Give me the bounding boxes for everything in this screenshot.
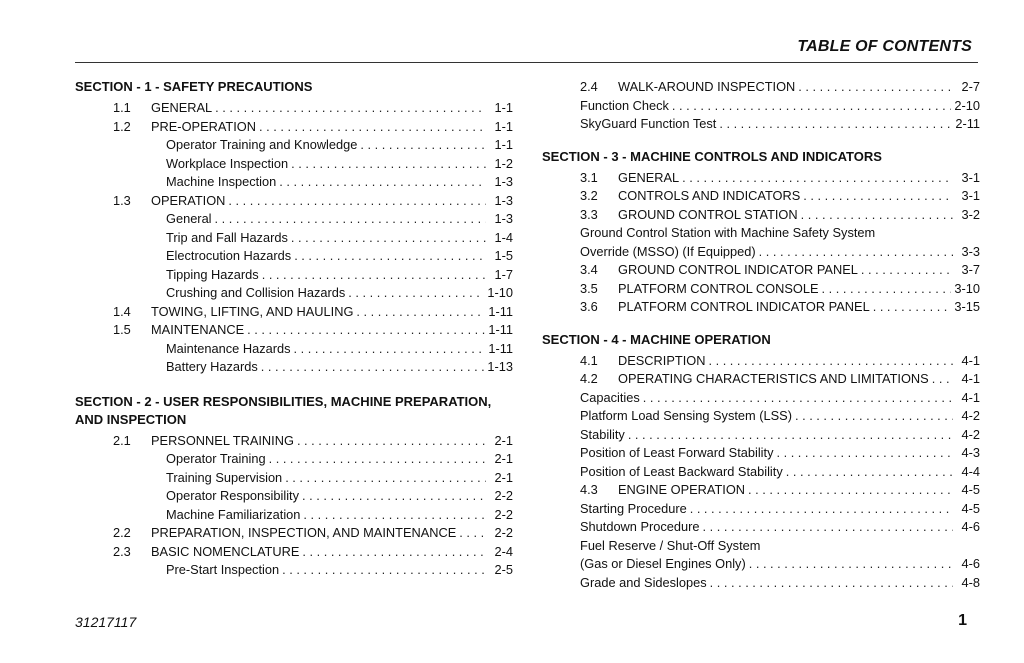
toc-entry[interactable] <box>75 469 513 488</box>
toc-entry[interactable] <box>542 115 980 134</box>
toc-entry[interactable] <box>75 229 513 248</box>
toc-entry-page: 4-1 <box>961 352 980 368</box>
toc-entry-page: 2-10 <box>954 97 980 113</box>
toc-entry[interactable] <box>75 266 513 285</box>
toc-entry-number: 1.1 <box>113 100 131 115</box>
toc-entry-title: Stability <box>580 426 625 442</box>
dot-leader <box>294 247 486 266</box>
dot-leader <box>302 487 486 506</box>
toc-entry[interactable] <box>75 450 513 469</box>
dot-leader <box>786 463 953 482</box>
section-4-entries <box>542 352 980 593</box>
toc-entry-title: Tipping Hazards <box>166 266 259 282</box>
toc-entry-number: 1.3 <box>113 192 131 208</box>
toc-entry[interactable] <box>542 261 980 280</box>
page-header-title: TABLE OF CONTENTS <box>797 38 972 55</box>
section-2-heading-line-1: SECTION - 2 - USER RESPONSIBILITIES, MACHINE PREPARATION, <box>75 393 492 409</box>
toc-entry[interactable] <box>75 561 513 580</box>
dot-leader <box>708 352 953 371</box>
toc-entry[interactable] <box>542 389 980 408</box>
toc-entry[interactable] <box>75 155 513 174</box>
toc-entry-number: 1.4 <box>113 303 131 319</box>
toc-entry-page: 2-4 <box>494 543 513 559</box>
toc-entry-number: 3.1 <box>580 169 598 185</box>
toc-entry-title: BASIC NOMENCLATURE <box>151 543 300 559</box>
dot-leader <box>749 555 953 574</box>
toc-entry-title: OPERATION <box>151 192 226 208</box>
toc-entry[interactable] <box>542 224 980 243</box>
toc-entry[interactable] <box>75 506 513 525</box>
toc-entry-title: Operator Responsibility <box>166 488 300 503</box>
toc-entry-number: 2.4 <box>580 79 598 94</box>
dot-leader <box>303 506 486 525</box>
toc-entry-title: Function Check <box>580 97 669 113</box>
toc-entry-title: GROUND CONTROL INDICATOR PANEL <box>618 262 858 277</box>
dot-leader <box>215 99 486 118</box>
toc-entry[interactable] <box>75 136 513 155</box>
toc-entry-number: 4.1 <box>580 352 598 368</box>
toc-entry[interactable] <box>542 463 980 482</box>
toc-entry-page: 4-1 <box>961 389 980 405</box>
toc-entry-title: Fuel Reserve / Shut-Off System <box>580 537 761 553</box>
toc-entry-page: 1-1 <box>494 100 513 115</box>
toc-entry-page: 3-1 <box>961 169 980 185</box>
toc-entry[interactable] <box>75 192 513 211</box>
toc-entry-page: 2-11 <box>955 116 980 131</box>
dot-leader <box>932 370 953 389</box>
toc-entry[interactable] <box>542 481 980 500</box>
toc-entry-title: GENERAL <box>151 100 213 115</box>
toc-entry-title: Operator Training and Knowledge <box>166 137 358 152</box>
toc-entry-title: Battery Hazards <box>166 359 258 374</box>
toc-entry-number: 2.3 <box>113 543 131 559</box>
section-1-entries <box>75 99 513 377</box>
toc-entry-title: OPERATING CHARACTERISTICS AND LIMITATIONS <box>618 371 929 386</box>
toc-entry-title: MAINTENANCE <box>151 322 245 337</box>
toc-entry[interactable] <box>542 352 980 371</box>
section-4-heading: SECTION - 4 - MACHINE OPERATION <box>542 331 771 347</box>
toc-entry[interactable] <box>75 118 513 137</box>
toc-entry-page: 2-7 <box>961 79 980 94</box>
toc-entry-page: 4-4 <box>961 463 980 479</box>
dot-leader <box>690 500 953 519</box>
toc-entry-page: 4-5 <box>961 482 980 497</box>
toc-entry[interactable] <box>542 518 980 537</box>
dot-leader <box>459 524 486 543</box>
toc-entry[interactable] <box>542 537 980 556</box>
toc-entry-title: GENERAL <box>618 169 680 185</box>
toc-entry-page: 1-1 <box>494 118 513 134</box>
section-3-heading: SECTION - 3 - MACHINE CONTROLS AND INDICATORS <box>542 148 882 164</box>
toc-entry[interactable] <box>542 444 980 463</box>
toc-entry-title: Ground Control Station with Machine Safety System <box>580 225 876 240</box>
dot-leader <box>348 284 484 303</box>
dot-leader <box>261 358 485 377</box>
toc-entry[interactable] <box>75 284 513 303</box>
dot-leader <box>628 426 953 445</box>
header-divider <box>75 62 978 63</box>
toc-entry-page: 2-2 <box>494 488 513 503</box>
toc-entry-page: 1-7 <box>494 266 513 282</box>
toc-entry-page: 1-3 <box>494 211 513 226</box>
toc-entry[interactable] <box>542 298 980 317</box>
toc-entry[interactable] <box>75 432 513 451</box>
toc-entry-page: 1-4 <box>494 229 513 245</box>
dot-leader <box>269 450 486 469</box>
section-3-entries <box>542 169 980 317</box>
toc-entry-page: 1-1 <box>494 137 513 152</box>
toc-entry-page: 3-3 <box>961 243 980 259</box>
page-number: 1 <box>958 612 967 629</box>
toc-entry[interactable] <box>542 574 980 593</box>
toc-entry-title: Trip and Fall Hazards <box>166 229 288 245</box>
toc-entry-title: Operator Training <box>166 451 266 466</box>
toc-entry-title: (Gas or Diesel Engines Only) <box>580 556 746 571</box>
toc-entry[interactable] <box>75 358 513 377</box>
toc-entry-title: Starting Procedure <box>580 500 687 516</box>
toc-entry-page: 1-11 <box>488 303 513 319</box>
toc-right-column <box>542 78 980 592</box>
toc-entry[interactable] <box>75 524 513 543</box>
toc-entry-title: Maintenance Hazards <box>166 340 291 356</box>
toc-entry[interactable] <box>542 97 980 116</box>
toc-entry[interactable] <box>542 280 980 299</box>
toc-entry-page: 1-3 <box>494 192 513 208</box>
toc-entry-number: 2.2 <box>113 525 131 540</box>
toc-entry-page: 2-1 <box>494 451 513 466</box>
dot-leader <box>302 543 486 562</box>
toc-entry-title: PRE-OPERATION <box>151 118 256 134</box>
toc-entry-page: 4-3 <box>961 445 980 460</box>
toc-entry-title: ENGINE OPERATION <box>618 482 746 497</box>
toc-entry-number: 3.4 <box>580 262 598 277</box>
toc-entry-title: Grade and Sideslopes <box>580 574 707 590</box>
dot-leader <box>798 78 953 97</box>
dot-leader <box>795 407 953 426</box>
toc-entry-page: 4-5 <box>961 500 980 516</box>
dot-leader <box>285 469 486 488</box>
dot-leader <box>719 115 952 134</box>
section-2-heading-line-2: AND INSPECTION <box>75 411 187 427</box>
toc-entry[interactable] <box>75 487 513 506</box>
toc-entry-title: PERSONNEL TRAINING <box>151 432 294 448</box>
toc-entry[interactable] <box>542 169 980 188</box>
toc-entry-title: Position of Least Backward Stability <box>580 463 783 479</box>
dot-leader <box>861 261 953 280</box>
toc-entry-number: 4.3 <box>580 482 598 497</box>
toc-entry-page: 2-5 <box>494 562 513 577</box>
dot-leader <box>360 136 486 155</box>
toc-entry-title: WALK-AROUND INSPECTION <box>618 79 796 94</box>
toc-entry[interactable] <box>75 247 513 266</box>
toc-entry-page: 3-10 <box>954 280 980 296</box>
toc-entry-title: Workplace Inspection <box>166 155 289 171</box>
dot-leader <box>282 561 486 580</box>
dot-leader <box>215 210 486 229</box>
toc-entry-number: 3.6 <box>580 299 598 314</box>
toc-entry-title: Override (MSSO) (If Equipped) <box>580 243 756 259</box>
dot-leader <box>643 389 953 408</box>
section-2-continued-entries <box>542 78 980 134</box>
toc-entry-page: 1-5 <box>494 248 513 263</box>
toc-entry[interactable] <box>75 321 513 340</box>
toc-entry-title: TOWING, LIFTING, AND HAULING <box>151 303 354 319</box>
toc-entry[interactable] <box>75 303 513 322</box>
toc-entry-page: 2-2 <box>494 506 513 522</box>
toc-entry-number: 3.2 <box>580 188 598 203</box>
dot-leader <box>682 169 953 188</box>
toc-entry[interactable] <box>75 173 513 192</box>
toc-entry[interactable] <box>75 99 513 118</box>
toc-entry-page: 4-8 <box>961 574 980 590</box>
toc-entry-page: 4-1 <box>961 371 980 386</box>
dot-leader <box>228 192 486 211</box>
toc-entry-number: 1.2 <box>113 118 131 134</box>
toc-entry[interactable] <box>75 543 513 562</box>
section-1-heading: SECTION - 1 - SAFETY PRECAUTIONS <box>75 79 313 94</box>
toc-entry[interactable] <box>542 206 980 225</box>
toc-entry-page: 1-2 <box>494 155 513 171</box>
toc-entry-page: 1-10 <box>487 285 513 300</box>
document-number: 31217117 <box>75 614 137 630</box>
toc-entry-number: 1.5 <box>113 322 131 337</box>
toc-entry-page: 3-1 <box>961 188 980 203</box>
dot-leader <box>293 340 485 359</box>
toc-entry-page: 3-7 <box>961 262 980 277</box>
dot-leader <box>279 173 486 192</box>
dot-leader <box>873 298 952 317</box>
toc-entry-number: 2.1 <box>113 432 131 448</box>
toc-entry-title: Machine Familiarization <box>166 506 301 522</box>
toc-entry-page: 4-6 <box>961 556 980 571</box>
toc-entry[interactable] <box>542 187 980 206</box>
toc-entry-title: GROUND CONTROL STATION <box>618 206 798 222</box>
dot-leader <box>748 481 953 500</box>
toc-entry-title: SkyGuard Function Test <box>580 116 717 131</box>
toc-entry-page: 4-2 <box>961 408 980 423</box>
dot-leader <box>297 432 486 451</box>
toc-entry-title: Pre-Start Inspection <box>166 562 280 577</box>
dot-leader <box>356 303 485 322</box>
toc-entry-page: 3-15 <box>954 299 980 314</box>
dot-leader <box>801 206 953 225</box>
toc-entry-number: 4.2 <box>580 371 598 386</box>
toc-entry-page: 2-1 <box>494 469 513 485</box>
toc-entry-title: Position of Least Forward Stability <box>580 445 774 460</box>
toc-entry-title: Crushing and Collision Hazards <box>166 285 346 300</box>
dot-leader <box>262 266 486 285</box>
toc-entry-title: PREPARATION, INSPECTION, AND MAINTENANCE <box>151 525 457 540</box>
toc-entry-page: 1-11 <box>488 322 513 337</box>
toc-entry-title: General <box>166 211 212 226</box>
toc-entry-title: PLATFORM CONTROL INDICATOR PANEL <box>618 299 870 314</box>
toc-entry-page: 2-2 <box>494 525 513 540</box>
dot-leader <box>822 280 952 299</box>
toc-entry-title: PLATFORM CONTROL CONSOLE <box>618 280 819 296</box>
toc-entry-title: DESCRIPTION <box>618 352 706 368</box>
toc-entry-page: 4-6 <box>961 519 980 534</box>
toc-entry[interactable] <box>75 340 513 359</box>
section-2-entries <box>75 432 513 580</box>
toc-entry[interactable] <box>542 555 980 574</box>
dot-leader <box>776 444 953 463</box>
toc-entry-number: 3.5 <box>580 280 598 296</box>
dot-leader <box>803 187 953 206</box>
dot-leader <box>291 155 486 174</box>
toc-left-column <box>75 78 513 580</box>
toc-entry-title: Machine Inspection <box>166 174 277 189</box>
toc-entry-title: Shutdown Procedure <box>580 519 700 534</box>
toc-entry-title: Electrocution Hazards <box>166 248 292 263</box>
toc-entry[interactable] <box>542 500 980 519</box>
dot-leader <box>759 243 953 262</box>
toc-entry-number: 3.3 <box>580 206 598 222</box>
toc-entry-title: Capacities <box>580 389 640 405</box>
toc-entry[interactable] <box>542 407 980 426</box>
toc-entry-page: 1-13 <box>487 359 513 374</box>
toc-entry-page: 3-2 <box>961 206 980 222</box>
toc-entry-title: CONTROLS AND INDICATORS <box>618 188 801 203</box>
toc-entry-title: Platform Load Sensing System (LSS) <box>580 408 792 423</box>
toc-entry-page: 1-3 <box>494 174 513 189</box>
toc-entry[interactable] <box>542 78 980 97</box>
dot-leader <box>291 229 486 248</box>
toc-entry[interactable] <box>542 426 980 445</box>
dot-leader <box>259 118 486 137</box>
dot-leader <box>672 97 951 116</box>
dot-leader <box>703 518 953 537</box>
toc-entry-page: 1-11 <box>488 340 513 356</box>
toc-entry-title: Training Supervision <box>166 469 283 485</box>
toc-entry-page: 4-2 <box>961 426 980 442</box>
toc-entry[interactable] <box>75 210 513 229</box>
toc-entry[interactable] <box>542 243 980 262</box>
toc-entry-page: 2-1 <box>494 432 513 448</box>
dot-leader <box>247 321 485 340</box>
toc-entry[interactable] <box>542 370 980 389</box>
dot-leader <box>710 574 953 593</box>
